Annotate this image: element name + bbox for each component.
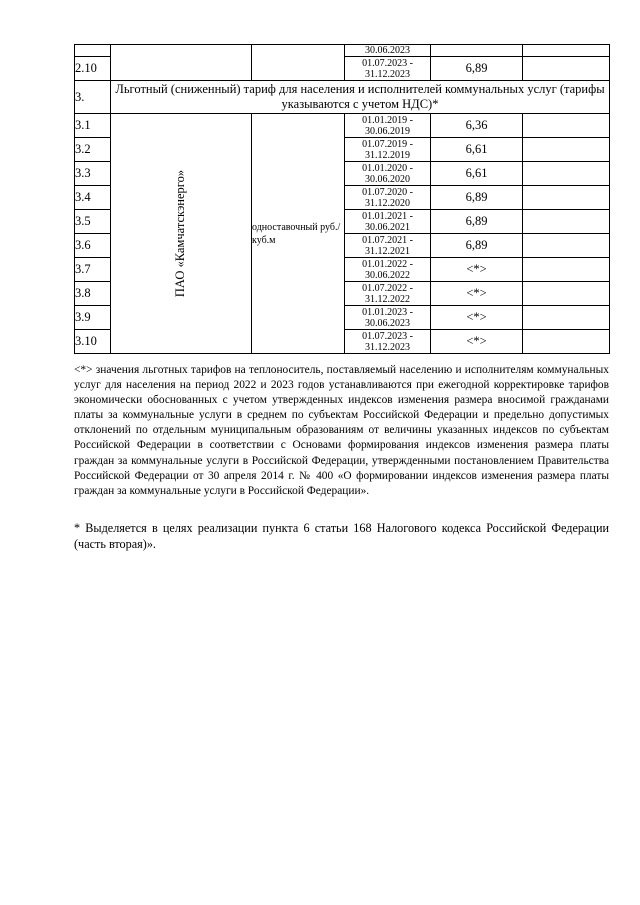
organization-name: ПАО «Камчатскэнерго»: [173, 169, 188, 298]
empty-cell: [523, 258, 610, 282]
section-number: 3.: [75, 81, 111, 114]
tariff-value: <*>: [431, 258, 523, 282]
tariff-value: [431, 45, 523, 57]
table-row: [75, 114, 610, 138]
period-cell: 01.01.2019 - 30.06.2019: [345, 114, 431, 138]
period-cell: 01.07.2019 - 31.12.2019: [345, 138, 431, 162]
row-number: 3.3: [75, 162, 111, 186]
row-number: 3.5: [75, 210, 111, 234]
empty-cell: [523, 138, 610, 162]
empty-cell: [523, 282, 610, 306]
row-number: 3.2: [75, 138, 111, 162]
notes-block: [74, 363, 609, 499]
period-cell: 01.07.2022 - 31.12.2022: [345, 282, 431, 306]
tariff-table: [74, 44, 610, 354]
row-number: 3.1: [75, 114, 111, 138]
row-number: 3.4: [75, 186, 111, 210]
row-number: 3.7: [75, 258, 111, 282]
empty-cell: [523, 114, 610, 138]
row-number: 3.10: [75, 330, 111, 354]
period-cell: 01.07.2020 - 31.12.2020: [345, 186, 431, 210]
tariff-value: 6,61: [431, 138, 523, 162]
row-number: 3.8: [75, 282, 111, 306]
empty-cell: [523, 186, 610, 210]
row-number: 3.9: [75, 306, 111, 330]
footnote: * Выделяется в целях реализации пункта 6 статьи 168 Налогового кодекса Российской Федерации (часть вторая)».: [74, 521, 609, 551]
row-number: 3.6: [75, 234, 111, 258]
period-cell: 01.01.2022 - 30.06.2022: [345, 258, 431, 282]
tariff-type-cell: одноставочный руб./куб.м: [252, 114, 345, 354]
period-cell: 01.01.2020 - 30.06.2020: [345, 162, 431, 186]
empty-cell: [523, 330, 610, 354]
tariff-value: 6,89: [431, 186, 523, 210]
tariff-value: <*>: [431, 330, 523, 354]
period-cell: 30.06.2023: [345, 45, 431, 57]
tariff-value: <*>: [431, 282, 523, 306]
tariff-value: 6,89: [431, 234, 523, 258]
empty-cell: [523, 162, 610, 186]
row-number: [75, 45, 111, 57]
tariff-value: 6,36: [431, 114, 523, 138]
note-text: <*> значения льготных тарифов на теплоноситель, поставляемый населению и исполнителям коммунальных услуг для населения на период 2022 и 2023 годов устанавливаются при ежегодной корректировке тарифов экономически обоснованных с учетом утвержденных индексов изменения размера вносимой гражданами платы за коммунальные услуги в среднем по субъектам Российской Федерации и предельно допустимых отклонений по отдельным муниципальным образованиям от величины указанных индексов по субъектам Российской Федерации в соответствии с Основами формирования индексов изменения размера платы граждан за коммунальные услуги в Российской Федерации, утвержденными постановлением Правительства Российской Федерации от 30 апреля 2014 г. № 400 «О формировании индексов изменения размера платы граждан за коммунальные услуги в Российской Федерации».: [74, 364, 609, 497]
period-cell: 01.01.2023 - 30.06.2023: [345, 306, 431, 330]
empty-cell: [523, 306, 610, 330]
tariff-value: <*>: [431, 306, 523, 330]
empty-cell: [523, 210, 610, 234]
period-cell: 01.07.2021 - 31.12.2021: [345, 234, 431, 258]
period-cell: 01.07.2023 - 31.12.2023: [345, 330, 431, 354]
period-cell: 01.07.2023 - 31.12.2023: [345, 57, 431, 81]
table-row: [75, 45, 610, 57]
organization-cell: [111, 114, 252, 354]
tariff-value: 6,89: [431, 57, 523, 81]
tariff-rows: [75, 114, 610, 354]
row-number: 2.10: [75, 57, 111, 81]
period-cell: 01.01.2021 - 30.06.2021: [345, 210, 431, 234]
section-title: Льготный (сниженный) тариф для населения и исполнителей коммунальных услуг (тарифы указываются с учетом НДС)*: [111, 81, 610, 114]
section-header-row: [75, 81, 610, 114]
tariff-value: 6,61: [431, 162, 523, 186]
tariff-value: 6,89: [431, 210, 523, 234]
empty-cell: [523, 234, 610, 258]
